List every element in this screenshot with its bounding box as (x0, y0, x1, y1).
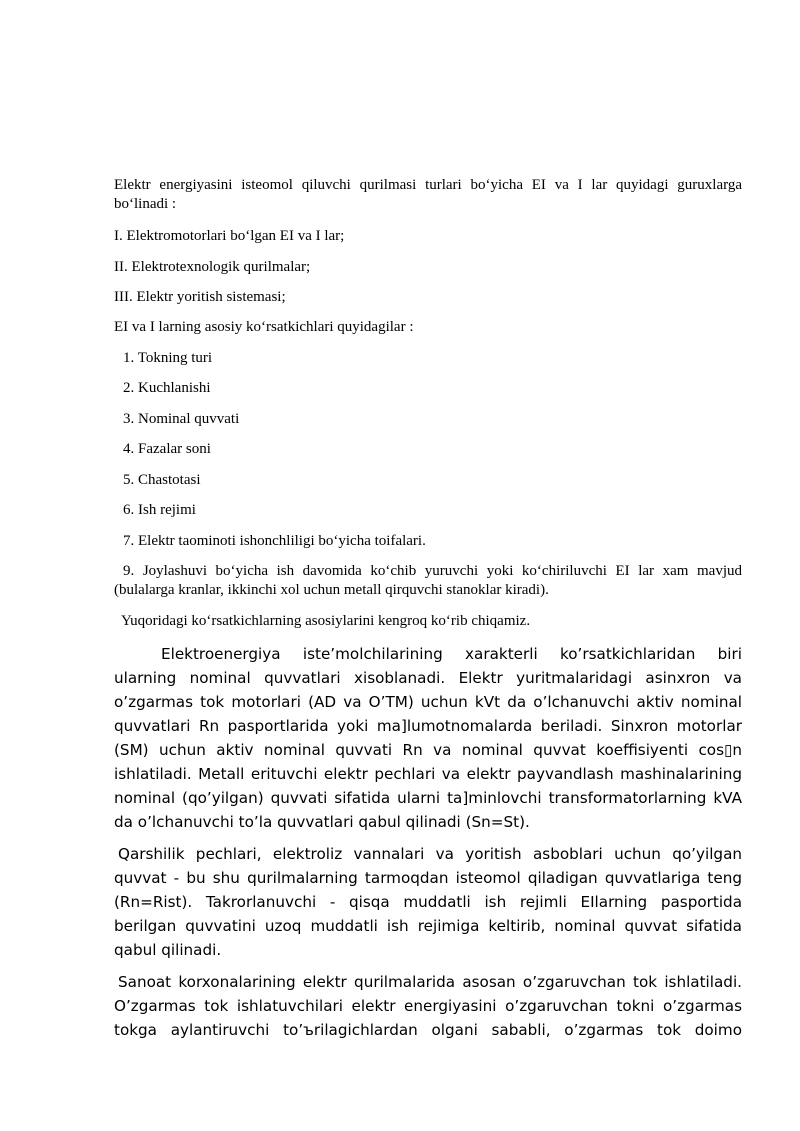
para1-line-1: Elektroenergiya iste’molchilarining xarakterli ko’rsatkichlaridan biri (161, 645, 742, 663)
intro-line-1: Elektr energiyasini isteomol qiluvchi qurilmasi turlari bo‘yicha EI va I lar quyidagi guruxlarga (114, 177, 742, 193)
indicator-item-5: 5. Chastotasi (123, 472, 201, 488)
para1-line-3: o’zgarmas tok motorlari (AD va O’TM) uchun kVt da o’lchanuvchi aktiv nominal (114, 693, 742, 711)
indicator-item-3: 3. Nominal quvvati (123, 411, 240, 427)
para2-line-2: quvvat - bu shu qurilmalarning tarmoqdan isteomol qiladigan quvvatlariga teng (114, 869, 742, 887)
indicator-item-4: 4. Fazalar soni (123, 441, 211, 457)
summary-line: Yuqoridagi ko‘rsatkichlarning asosiylarini kengroq ko‘rib chiqamiz. (121, 613, 531, 629)
para3-line-3: tokga aylantiruvchi to’ъrilagichlardan olgani sababli, o’zgarmas tok doimo (114, 1021, 742, 1039)
indicator-item-9-line-1: 9. Joylashuvi bo‘yicha ish davomida ko‘chib yuruvchi yoki ko‘chiriluvchi EI lar xam mavjud (123, 563, 742, 579)
group-item-3: III. Elektr yoritish sistemasi; (114, 289, 286, 305)
para2-line-4: berilgan quvvatini uzoq muddatli ish rejimiga keltirib, nominal quvvat sifatida (114, 917, 742, 935)
para3-line-1: Sanoat korxonalarining elektr qurilmalarida asosan o’zgaruvchan tok ishlatiladi. (118, 973, 742, 991)
indicator-item-1: 1. Tokning turi (123, 350, 213, 366)
indicator-item-2: 2. Kuchlanishi (123, 380, 211, 396)
para1-line-2: ularning nominal quvvatlari xisoblanadi. Elektr yuritmalaridagi asinxron va (114, 669, 742, 687)
group-item-2: II. Elektrotexnologik qurilmalar; (114, 259, 311, 275)
para2-line-1: Qarshilik pechlari, elektroliz vannalari va yoritish asboblari uchun qo’yilgan (118, 845, 742, 863)
group-item-1: I. Elektromotorlari bo‘lgan EI va I lar; (114, 228, 345, 244)
para1-line-5: (SM) uchun aktiv nominal quvvati Rn va nominal quvvat koeffisiyenti cos▯n (114, 741, 742, 759)
indicator-item-6: 6. Ish rejimi (123, 502, 196, 518)
para1-line-4: quvvatlari Rn pasportlarida yoki ma]lumotnomalarda beriladi. Sinxron motorlar (114, 717, 742, 735)
para3-line-2: O’zgarmas tok ishlatuvchilari elektr energiyasini o’zgaruvchan tokni o’zgarmas (114, 997, 742, 1015)
intro-line-2: bo‘linadi : (114, 196, 177, 212)
para1-line-6: ishlatiladi. Metall erituvchi elektr pechlari va elektr payvandlash mashinalarining (114, 765, 742, 783)
para2-line-5: qabul qilinadi. (114, 941, 222, 959)
para2-line-3: (Rn=Rist). Takrorlanuvchi - qisqa muddatli ish rejimli EIlarning pasportida (114, 893, 742, 911)
para1-line-8: da o’lchanuvchi to’la quvvatlari qabul qilinadi (Sn=St). (114, 813, 530, 831)
indicator-item-7: 7. Elektr taominoti ishonchliligi bo‘yicha toifalari. (123, 533, 426, 549)
para1-line-7: nominal (qo’yilgan) quvvati sifatida ularni ta]minlovchi transformatorlarning kVA (114, 789, 742, 807)
indicators-intro: EI va I larning asosiy ko‘rsatkichlari quyidagilar : (114, 319, 414, 335)
indicator-item-9-line-2: (bulalarga kranlar, ikkinchi xol uchun metall qirquvchi stanoklar kiradi). (114, 582, 549, 598)
